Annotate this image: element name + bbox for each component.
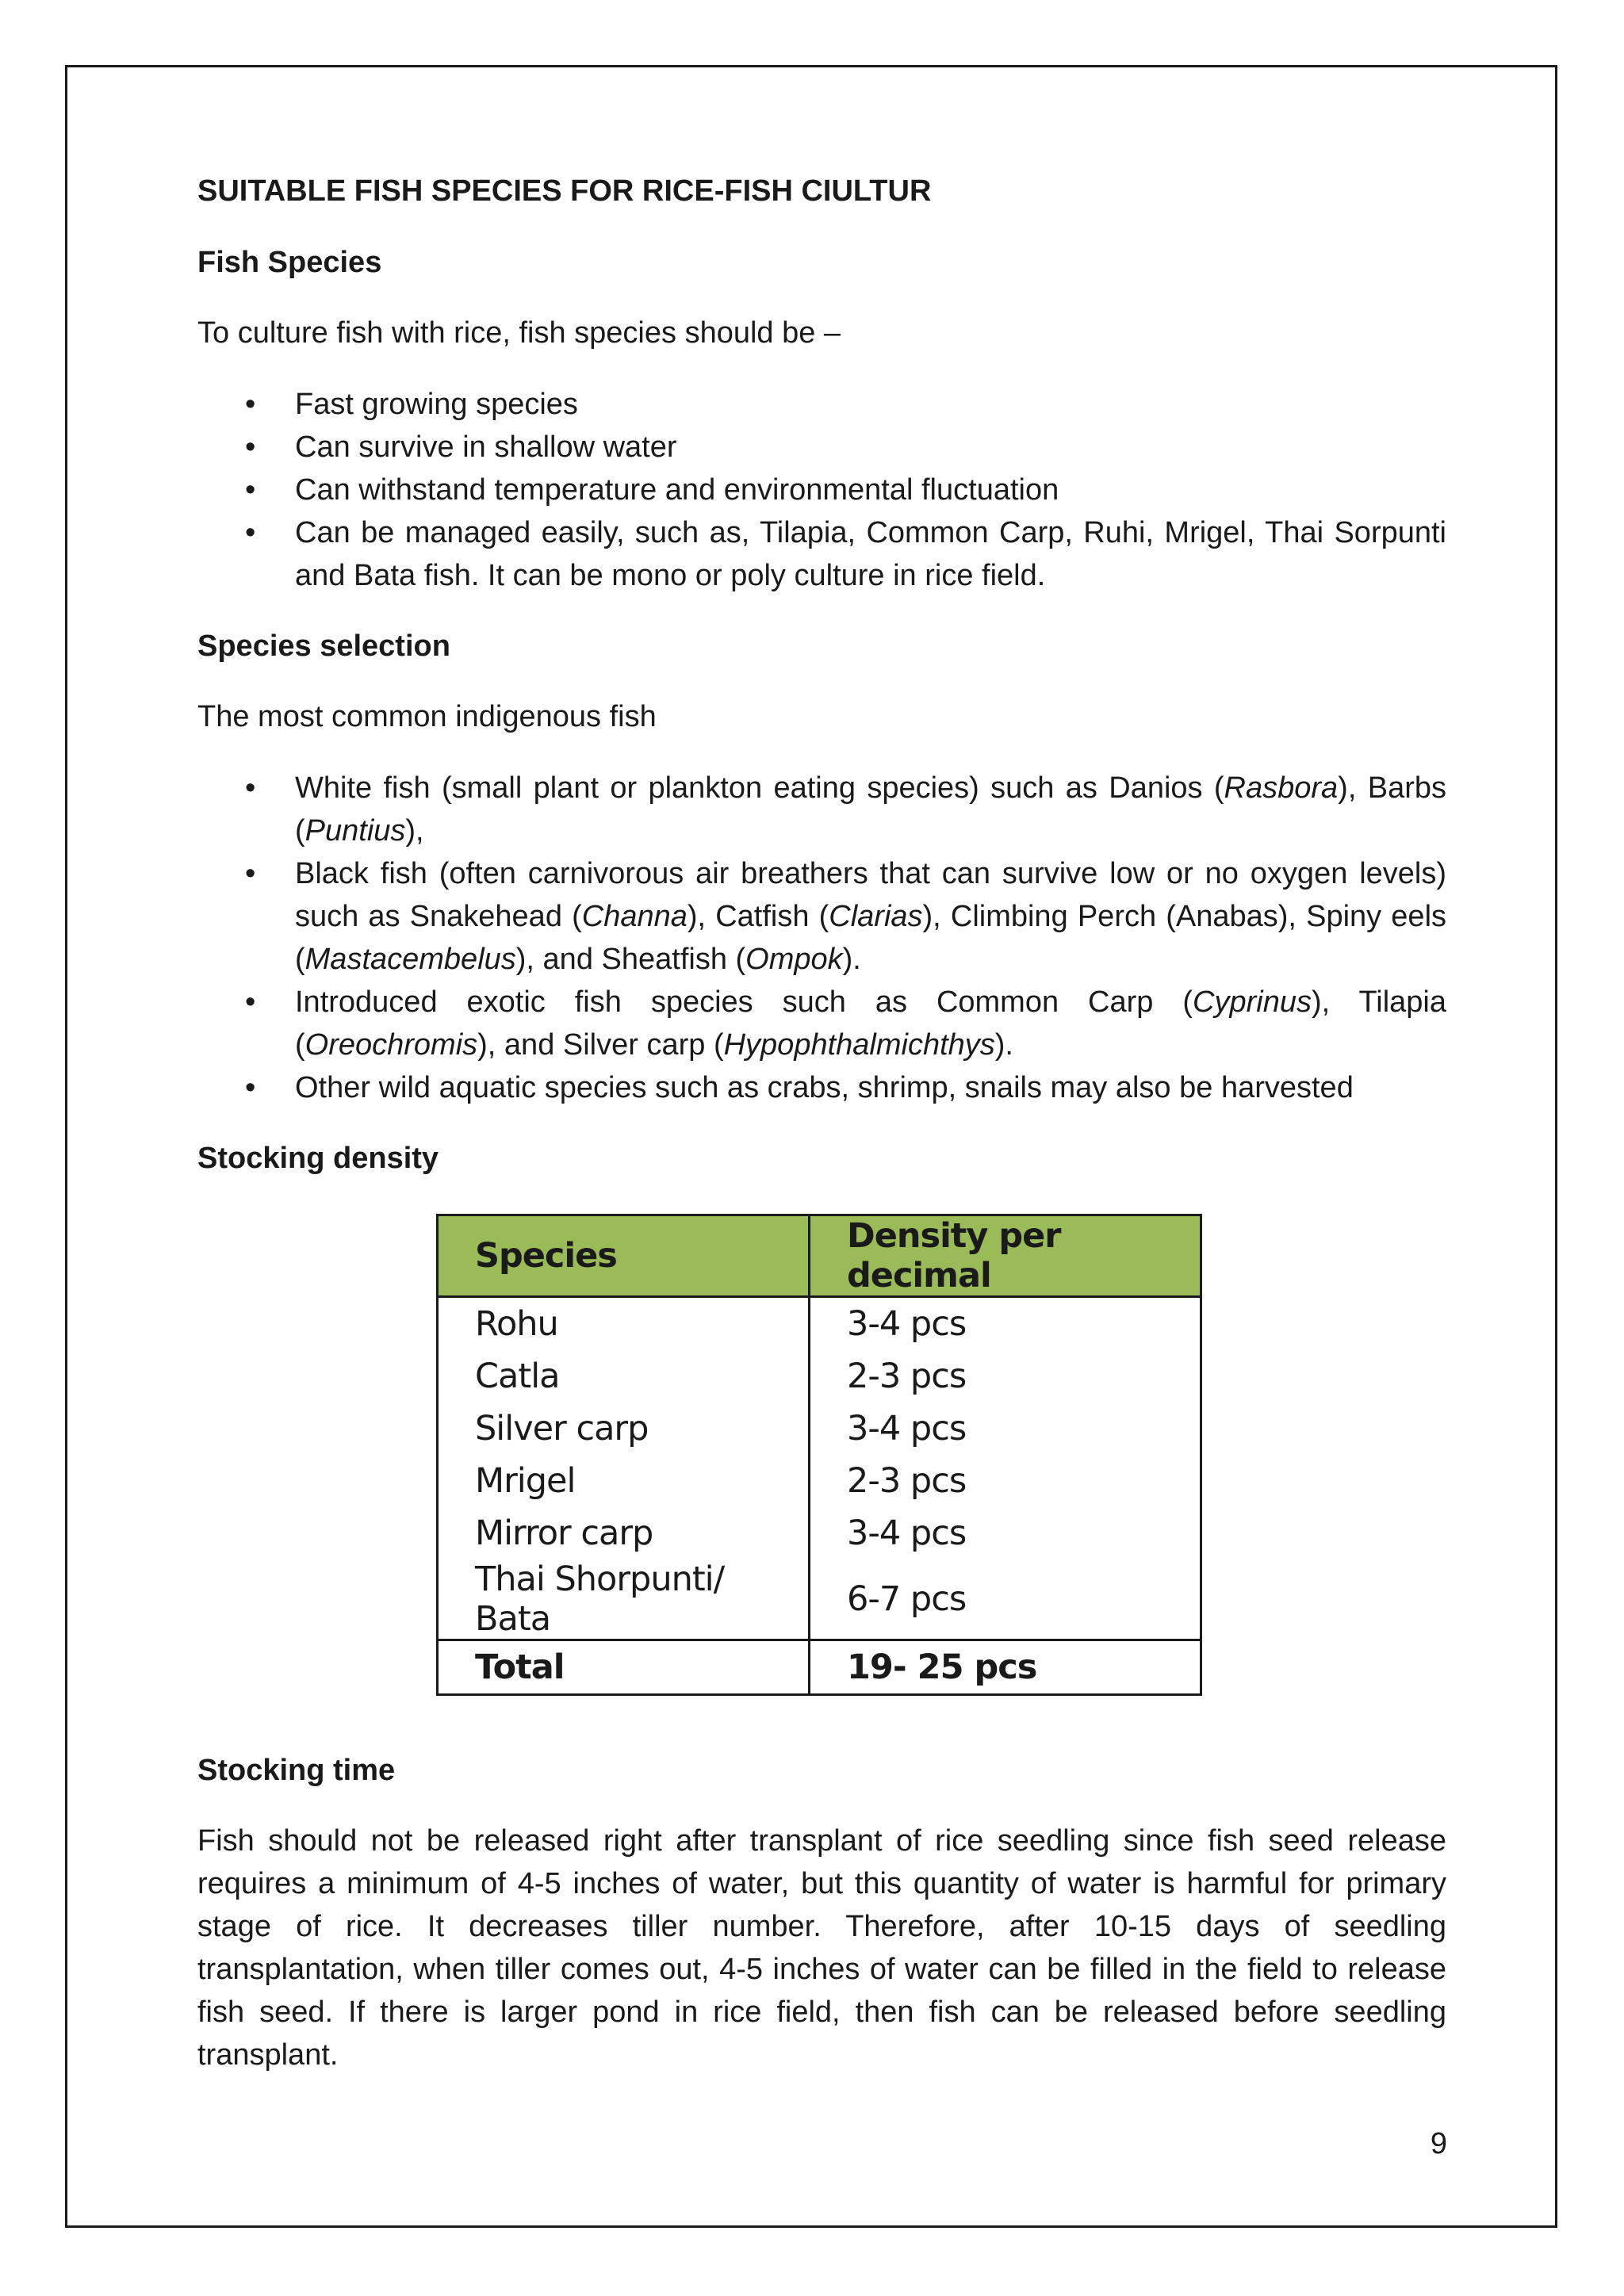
stocking-density-heading: Stocking density bbox=[197, 1142, 439, 1175]
list-item: • Other wild aquatic species such as crabs, shrimp, snails may also be harvested bbox=[197, 1066, 1446, 1109]
column-header-species: Species bbox=[438, 1215, 810, 1297]
bullet-icon: • bbox=[245, 771, 256, 805]
list-item: • Fast growing species bbox=[197, 383, 1446, 426]
bullet-icon: • bbox=[245, 516, 256, 549]
bullet-icon: • bbox=[245, 388, 256, 421]
bullet-icon: • bbox=[245, 1071, 256, 1104]
fish-species-heading: Fish Species bbox=[197, 246, 382, 279]
list-item: • Can survive in shallow water bbox=[197, 426, 1446, 469]
table-header-row bbox=[438, 1215, 1201, 1297]
column-header-density: Density per decimal bbox=[810, 1215, 1201, 1297]
species-cell: Silver carp bbox=[438, 1402, 810, 1455]
density-cell: 2-3 pcs bbox=[847, 1357, 967, 1396]
density-cell: 3-4 pcs bbox=[847, 1304, 967, 1344]
table-row bbox=[438, 1402, 1201, 1455]
bullet-icon: • bbox=[245, 430, 256, 464]
table-total-row bbox=[438, 1640, 1201, 1695]
table-row bbox=[438, 1559, 1201, 1640]
stocking-density-table bbox=[436, 1214, 1202, 1696]
density-cell: 3-4 pcs bbox=[847, 1513, 967, 1553]
total-value-cell: 19- 25 pcs bbox=[810, 1640, 1201, 1695]
species-cell: Mrigel bbox=[438, 1455, 810, 1507]
stocking-time-heading: Stocking time bbox=[197, 1754, 396, 1787]
fish-species-intro: To culture fish with rice, fish species should be – bbox=[197, 316, 841, 350]
species-cell: Catla bbox=[438, 1350, 810, 1402]
density-cell: 2-3 pcs bbox=[847, 1461, 967, 1501]
bullet-icon: • bbox=[245, 473, 256, 507]
list-item: • Can be managed easily, such as, Tilapia, Common Carp, Ruhi, Mrigel, Thai Sorpunti and Bata fish. It can be mono or poly culture in rice field. bbox=[197, 511, 1446, 597]
page-number: 9 bbox=[1430, 2127, 1447, 2160]
species-selection-intro: The most common indigenous fish bbox=[197, 700, 657, 733]
document-body bbox=[197, 170, 1446, 2105]
species-selection-heading: Species selection bbox=[197, 629, 450, 663]
list-item: • Introduced exotic fish species such as Common Carp (Cyprinus), Tilapia (Oreochromis), and Silver carp (Hypophthalmichthys). bbox=[197, 981, 1446, 1066]
density-cell: 3-4 pcs bbox=[847, 1409, 967, 1448]
list-item: • Can withstand temperature and environmental fluctuation bbox=[197, 469, 1446, 511]
density-cell: 6-7 pcs bbox=[847, 1579, 967, 1619]
species-cell: Thai Shorpunti/ Bata bbox=[438, 1559, 810, 1640]
species-cell: Rohu bbox=[438, 1297, 810, 1351]
bullet-icon: • bbox=[245, 857, 256, 890]
species-selection-list bbox=[197, 767, 1446, 1109]
table-row bbox=[438, 1507, 1201, 1559]
list-item: • White fish (small plant or plankton eating species) such as Danios (Rasbora), Barbs (Puntius), bbox=[197, 767, 1446, 852]
total-label-cell: Total bbox=[438, 1640, 810, 1695]
bullet-icon: • bbox=[245, 985, 256, 1019]
stocking-time-text: Fish should not be released right after transplant of rice seedling since fish seed release requires a minimum of 4-5 inches of water, but this quantity of water is harmful for primary stage of rice. It decreases tiller number. Therefore, after 10-15 days of seedling transplantation, when tiller comes out, 4-5 inches of water can be filled in the field to release fish seed. If there is larger pond in rice field, then fish can be released before seedling transplant. bbox=[197, 1824, 1446, 2072]
species-cell: Mirror carp bbox=[438, 1507, 810, 1559]
list-item: • Black fish (often carnivorous air breathers that can survive low or no oxygen levels) such as Snakehead (Channa), Catfish (Clarias), Climbing Perch (Anabas), Spiny eels (Mastacembelus), and Sheatfish (Ompok). bbox=[197, 852, 1446, 981]
table-row bbox=[438, 1350, 1201, 1402]
fish-species-list bbox=[197, 383, 1446, 597]
table-row bbox=[438, 1297, 1201, 1351]
table-row bbox=[438, 1455, 1201, 1507]
stocking-density-table-wrap bbox=[436, 1214, 1202, 1696]
document-title: SUITABLE FISH SPECIES FOR RICE-FISH CIULTUR bbox=[197, 174, 932, 208]
